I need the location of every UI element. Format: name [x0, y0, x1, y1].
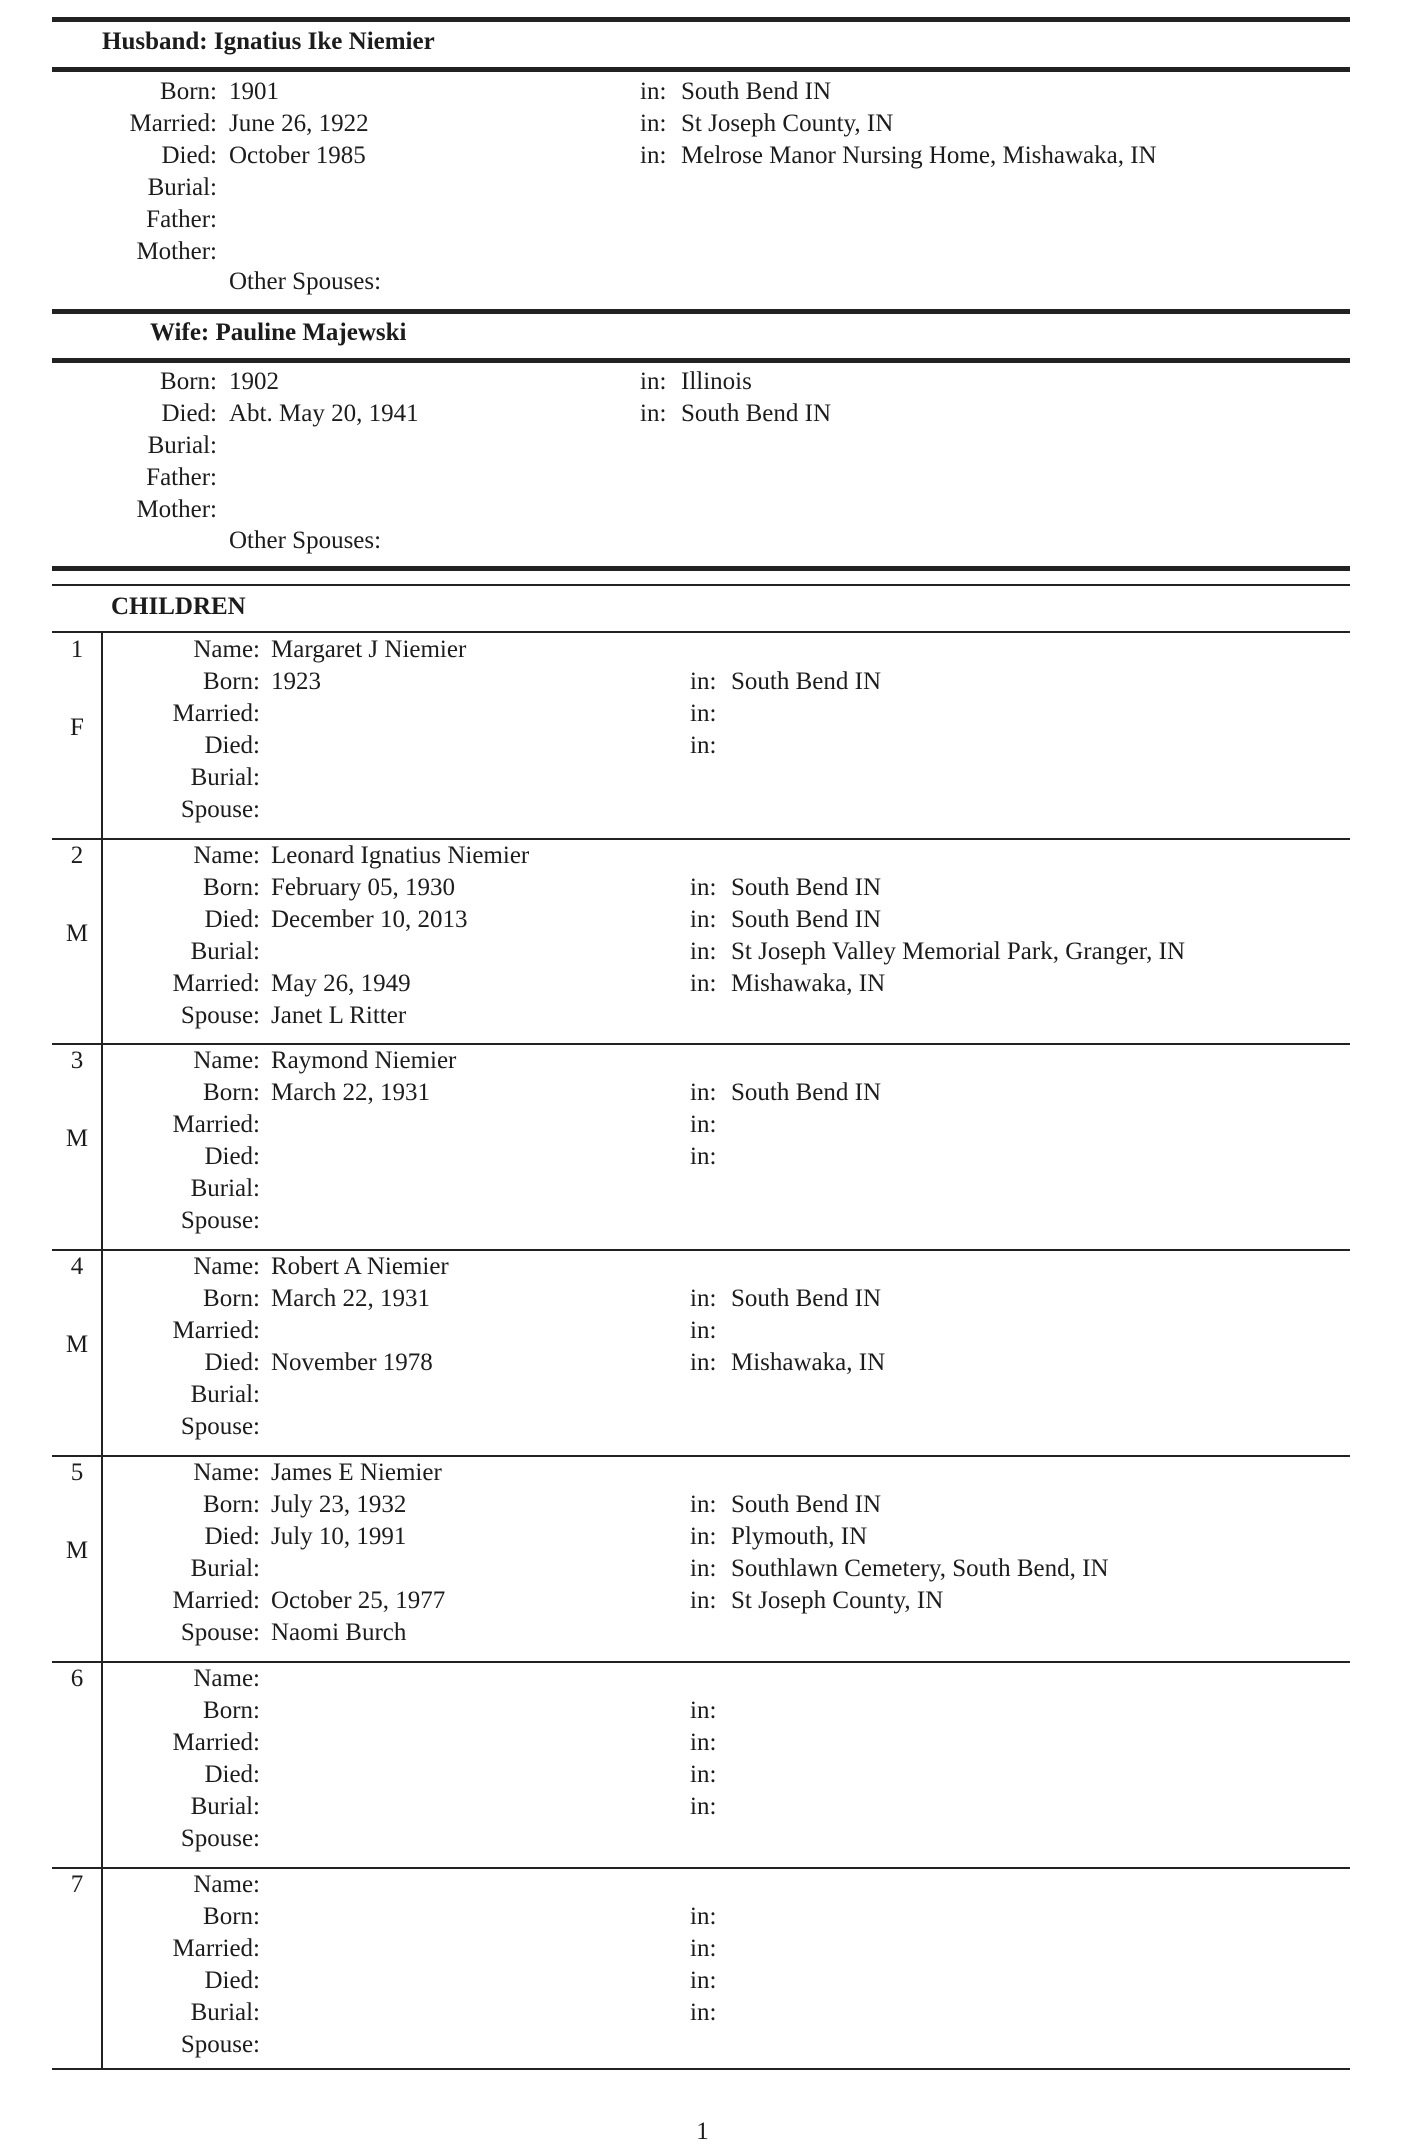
rule-wife-header — [52, 358, 1350, 363]
child-field-place: Mishawaka, IN — [731, 970, 886, 997]
child-in-label: in: — [690, 1761, 717, 1788]
husband-field-value: October 1985 — [229, 142, 366, 169]
child-divider — [52, 1867, 1350, 1869]
child-field-label: Burial: — [190, 1175, 260, 1202]
child-field-label: Name: — [193, 1665, 260, 1692]
child-sex: M — [65, 1125, 89, 1152]
husband-in-label: in: — [640, 142, 667, 169]
child-field-label: Married: — [172, 1935, 260, 1962]
child-number: 3 — [70, 1047, 84, 1074]
page-number: 1 — [696, 2118, 709, 2145]
child-in-label: in: — [690, 700, 717, 727]
child-field-label: Married: — [172, 1587, 260, 1614]
rule-top — [52, 17, 1350, 22]
child-field-label: Name: — [193, 636, 260, 663]
child-field-label: Name: — [193, 1871, 260, 1898]
wife-name: Pauline Majewski — [215, 319, 407, 346]
child-in-label: in: — [690, 1793, 717, 1820]
rule-children-top-thin — [52, 584, 1350, 586]
rule-husband-header — [52, 67, 1350, 72]
child-field-value: Janet L Ritter — [271, 1002, 407, 1029]
child-field-value: December 10, 2013 — [271, 906, 468, 933]
wife-field-value: Abt. May 20, 1941 — [229, 400, 419, 427]
husband-heading — [102, 28, 435, 56]
child-field-place: South Bend IN — [731, 874, 881, 901]
wife-field-label: Mother: — [136, 496, 217, 523]
husband-field-label: Married: — [129, 110, 217, 137]
child-field-label: Spouse: — [180, 1825, 260, 1852]
child-in-label: in: — [690, 732, 717, 759]
wife-field-label: Died: — [161, 400, 217, 427]
child-field-label: Died: — [204, 1349, 260, 1376]
child-field-label: Died: — [204, 1761, 260, 1788]
child-divider — [52, 1455, 1350, 1457]
child-field-label: Spouse: — [180, 1413, 260, 1440]
child-field-place: South Bend IN — [731, 1079, 881, 1106]
child-field-label: Married: — [172, 700, 260, 727]
child-in-label: in: — [690, 1729, 717, 1756]
child-field-value: Robert A Niemier — [271, 1253, 449, 1280]
child-field-label: Burial: — [190, 938, 260, 965]
child-sex: F — [70, 714, 84, 741]
child-field-label: Born: — [203, 1285, 260, 1312]
child-field-value: October 25, 1977 — [271, 1587, 446, 1614]
husband-field-value: 1901 — [229, 78, 279, 105]
wife-other-spouses: Other Spouses: — [229, 527, 382, 554]
child-in-label: in: — [690, 1935, 717, 1962]
wife-in-label: in: — [640, 400, 667, 427]
child-in-label: in: — [690, 1317, 717, 1344]
wife-field-label: Father: — [146, 464, 217, 491]
child-in-label: in: — [690, 1999, 717, 2026]
wife-field-place: Illinois — [681, 368, 752, 395]
child-field-place: South Bend IN — [731, 1491, 881, 1518]
wife-in-label: in: — [640, 368, 667, 395]
child-field-value: Margaret J Niemier — [271, 636, 467, 663]
child-divider — [52, 2068, 1350, 2070]
wife-field-label: Burial: — [147, 432, 217, 459]
child-field-label: Burial: — [190, 1793, 260, 1820]
child-field-label: Name: — [193, 1253, 260, 1280]
child-field-value: July 10, 1991 — [271, 1523, 407, 1550]
child-field-place: Southlawn Cemetery, South Bend, IN — [731, 1555, 1109, 1582]
child-field-value: May 26, 1949 — [271, 970, 411, 997]
child-in-label: in: — [690, 1697, 717, 1724]
wife-heading-label: Wife: — [150, 319, 210, 346]
wife-heading — [150, 319, 406, 347]
child-in-label: in: — [690, 1903, 717, 1930]
child-number: 6 — [70, 1665, 84, 1692]
wife-field-label: Born: — [160, 368, 217, 395]
child-field-label: Spouse: — [180, 1619, 260, 1646]
child-number: 2 — [70, 842, 84, 869]
child-field-label: Died: — [204, 1143, 260, 1170]
child-field-label: Died: — [204, 906, 260, 933]
child-in-label: in: — [690, 1349, 717, 1376]
child-field-value: James E Niemier — [271, 1459, 442, 1486]
child-field-label: Born: — [203, 1697, 260, 1724]
child-field-value: February 05, 1930 — [271, 874, 455, 901]
child-field-value: Naomi Burch — [271, 1619, 407, 1646]
child-in-label: in: — [690, 938, 717, 965]
husband-field-place: Melrose Manor Nursing Home, Mishawaka, IN — [681, 142, 1157, 169]
child-in-label: in: — [690, 1587, 717, 1614]
child-number: 4 — [70, 1253, 84, 1280]
child-field-place: Mishawaka, IN — [731, 1349, 886, 1376]
child-field-label: Burial: — [190, 1999, 260, 2026]
child-field-place: Plymouth, IN — [731, 1523, 868, 1550]
child-divider — [52, 1043, 1350, 1045]
husband-heading-label: Husband: — [102, 28, 208, 55]
child-field-label: Born: — [203, 874, 260, 901]
child-field-label: Married: — [172, 970, 260, 997]
child-field-label: Died: — [204, 732, 260, 759]
child-in-label: in: — [690, 1491, 717, 1518]
husband-other-spouses: Other Spouses: — [229, 268, 382, 295]
husband-in-label: in: — [640, 110, 667, 137]
child-field-label: Born: — [203, 668, 260, 695]
child-in-label: in: — [690, 1523, 717, 1550]
child-in-label: in: — [690, 906, 717, 933]
child-field-place: St Joseph County, IN — [731, 1587, 944, 1614]
husband-field-label: Born: — [160, 78, 217, 105]
child-field-value: March 22, 1931 — [271, 1285, 430, 1312]
child-in-label: in: — [690, 1079, 717, 1106]
child-field-value: November 1978 — [271, 1349, 433, 1376]
husband-field-label: Burial: — [147, 174, 217, 201]
child-divider — [52, 1249, 1350, 1251]
child-field-place: South Bend IN — [731, 1285, 881, 1312]
child-field-value: 1923 — [271, 668, 321, 695]
child-in-label: in: — [690, 1967, 717, 1994]
child-field-label: Born: — [203, 1903, 260, 1930]
wife-field-value: 1902 — [229, 368, 279, 395]
child-field-label: Name: — [193, 1047, 260, 1074]
child-sex: M — [65, 1537, 89, 1564]
child-field-value: July 23, 1932 — [271, 1491, 407, 1518]
wife-field-place: South Bend IN — [681, 400, 831, 427]
rule-children-header — [52, 631, 1350, 633]
child-sex: M — [65, 920, 89, 947]
child-field-label: Born: — [203, 1491, 260, 1518]
child-in-label: in: — [690, 1111, 717, 1138]
husband-field-place: South Bend IN — [681, 78, 831, 105]
husband-name: Ignatius Ike Niemier — [213, 28, 435, 55]
child-field-label: Burial: — [190, 1555, 260, 1582]
husband-field-label: Mother: — [136, 238, 217, 265]
rule-children-top — [52, 566, 1350, 571]
child-field-value: Raymond Niemier — [271, 1047, 457, 1074]
child-number: 7 — [70, 1871, 84, 1898]
child-field-label: Married: — [172, 1111, 260, 1138]
child-field-label: Burial: — [190, 1381, 260, 1408]
child-field-label: Died: — [204, 1967, 260, 1994]
child-number: 1 — [70, 636, 84, 663]
husband-field-value: June 26, 1922 — [229, 110, 369, 137]
children-heading: CHILDREN — [111, 593, 246, 620]
child-field-value: March 22, 1931 — [271, 1079, 430, 1106]
husband-field-label: Died: — [161, 142, 217, 169]
child-field-label: Married: — [172, 1317, 260, 1344]
child-in-label: in: — [690, 1143, 717, 1170]
child-field-label: Spouse: — [180, 2031, 260, 2058]
child-sex: M — [65, 1331, 89, 1358]
child-divider — [52, 1661, 1350, 1663]
child-field-label: Burial: — [190, 764, 260, 791]
child-in-label: in: — [690, 1285, 717, 1312]
child-field-label: Born: — [203, 1079, 260, 1106]
child-field-label: Name: — [193, 1459, 260, 1486]
child-number: 5 — [70, 1459, 84, 1486]
child-field-label: Married: — [172, 1729, 260, 1756]
child-field-place: South Bend IN — [731, 906, 881, 933]
husband-in-label: in: — [640, 78, 667, 105]
child-field-value: Leonard Ignatius Niemier — [271, 842, 530, 869]
child-field-label: Name: — [193, 842, 260, 869]
child-field-place: South Bend IN — [731, 668, 881, 695]
husband-field-place: St Joseph County, IN — [681, 110, 894, 137]
child-in-label: in: — [690, 874, 717, 901]
child-field-label: Spouse: — [180, 796, 260, 823]
husband-field-label: Father: — [146, 206, 217, 233]
child-in-label: in: — [690, 1555, 717, 1582]
child-in-label: in: — [690, 668, 717, 695]
child-divider — [52, 838, 1350, 840]
rule-wife-top — [52, 309, 1350, 314]
child-field-label: Spouse: — [180, 1207, 260, 1234]
child-field-label: Spouse: — [180, 1002, 260, 1029]
child-field-place: St Joseph Valley Memorial Park, Granger, IN — [731, 938, 1186, 965]
child-in-label: in: — [690, 970, 717, 997]
child-field-label: Died: — [204, 1523, 260, 1550]
